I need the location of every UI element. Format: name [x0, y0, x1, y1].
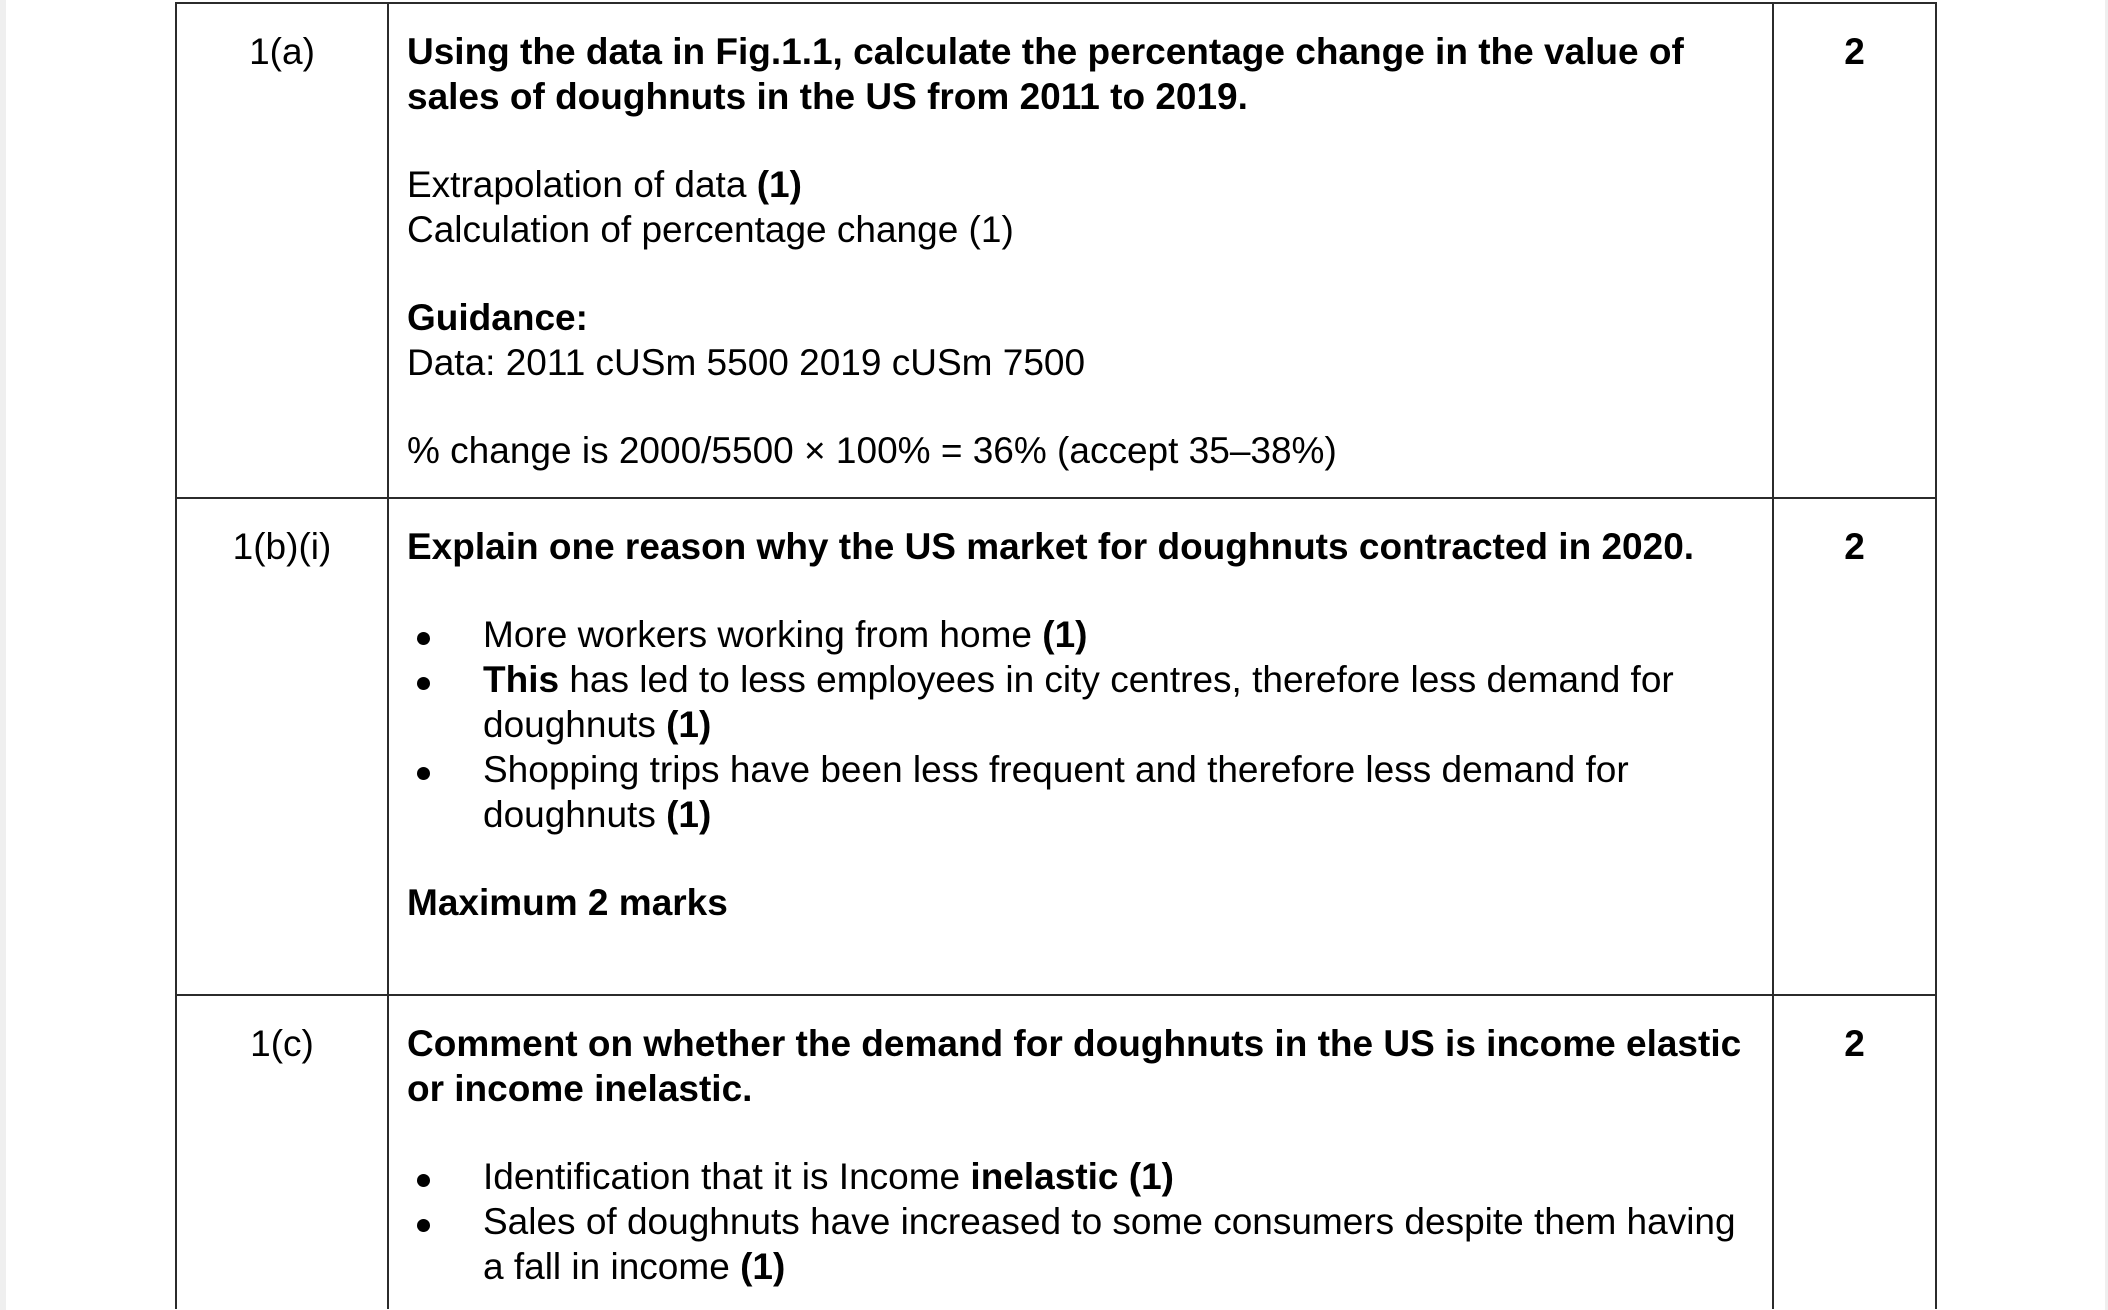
mark-scheme-table	[175, 2, 1937, 1309]
table-row	[176, 995, 1936, 1309]
answer-cell	[388, 3, 1773, 498]
list-item	[407, 657, 1752, 747]
table-row	[176, 498, 1936, 995]
answer-bullets	[407, 1154, 1752, 1289]
bullet-mark: (1)	[666, 794, 712, 835]
bullet-icon	[417, 632, 430, 645]
bullet-text: Sales of doughnuts have increased to some consumers despite them having a fall in income	[483, 1201, 1736, 1287]
criterion-text: Extrapolation of data	[407, 164, 757, 205]
bullet-mark: (1)	[1118, 1156, 1174, 1197]
question-text: Explain one reason why the US market for doughnuts contracted in 2020.	[407, 526, 1695, 567]
bullet-text: More workers working from home	[483, 614, 1043, 655]
question-text: Comment on whether the demand for doughnuts in the US is income elastic or income inelastic.	[407, 1023, 1742, 1109]
criterion	[407, 162, 1752, 207]
question-number: 1(b)(i)	[176, 498, 388, 995]
list-item	[407, 612, 1752, 657]
bullet-icon	[417, 767, 430, 780]
question-number: 1(c)	[176, 995, 388, 1309]
question-text: Using the data in Fig.1.1, calculate the percentage change in the value of sales of doughnuts in the US from 2011 to 2019.	[407, 31, 1684, 117]
criterion-mark: (1)	[756, 164, 802, 205]
note-block	[407, 880, 1752, 925]
answer-bullets	[407, 612, 1752, 837]
answer-cell	[388, 498, 1773, 995]
list-item	[407, 1199, 1752, 1289]
guidance-block	[407, 295, 1752, 385]
list-item	[407, 747, 1752, 837]
bullet-mark: (1)	[1042, 614, 1088, 655]
list-item	[407, 1154, 1752, 1199]
marks-value: 2	[1773, 3, 1936, 498]
calculation-block	[407, 428, 1752, 473]
guidance-heading: Guidance:	[407, 297, 588, 338]
page-edge-left	[0, 0, 6, 1310]
bullet-text: Shopping trips have been less frequent and therefore less demand for doughnuts	[483, 749, 1629, 835]
maximum-marks-note: Maximum 2 marks	[407, 882, 728, 923]
marks-value: 2	[1773, 995, 1936, 1309]
guidance-data: Data: 2011 cUSm 5500 2019 cUSm 7500	[407, 342, 1086, 383]
criterion-text: Calculation of percentage change (1)	[407, 209, 1014, 250]
bullet-text: Identification that it is Income	[483, 1156, 971, 1197]
guidance-calculation: % change is 2000/5500 × 100% = 36% (accept 35–38%)	[407, 430, 1337, 471]
bullet-text: has led to less employees in city centres, therefore less demand for doughnuts	[483, 659, 1674, 745]
table-row	[176, 3, 1936, 498]
marks-value: 2	[1773, 498, 1936, 995]
criterion	[407, 207, 1752, 252]
question-number: 1(a)	[176, 3, 388, 498]
bullet-icon	[417, 677, 430, 690]
bullet-mark: (1)	[666, 704, 712, 745]
bullet-icon	[417, 1219, 430, 1232]
bullet-icon	[417, 1174, 430, 1187]
criteria-block	[407, 162, 1752, 252]
bullet-mark: (1)	[740, 1246, 786, 1287]
answer-cell	[388, 995, 1773, 1309]
bullet-emphasis: inelastic	[970, 1156, 1119, 1197]
bullet-lead: This	[483, 659, 560, 700]
